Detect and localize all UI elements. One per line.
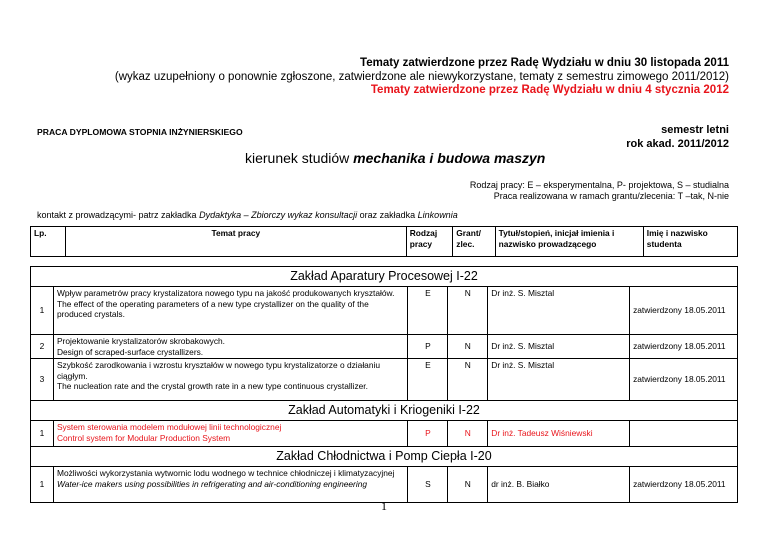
row-topic [53, 287, 407, 335]
section-name: Zakład Chłodnictwa i Pomp Ciepła I-20 [31, 447, 738, 467]
row-lp: 1 [31, 467, 54, 503]
row-student: zatwierdzony 18.05.2011 [630, 335, 738, 359]
section-header [31, 267, 738, 287]
row-lp: 3 [31, 359, 54, 401]
row-supervisor: dr inż. B. Białko [488, 467, 630, 503]
topic-pl: Szybkość zarodkowania i wzrostu kryształów w nowego typu krystalizatorze o działaniu ciągłym. [56, 360, 381, 381]
row-lp: 1 [31, 287, 54, 335]
field-prefix: kierunek studiów [245, 150, 354, 166]
row-supervisor: Dr inż. S. Misztal [488, 335, 630, 359]
row-student: zatwierdzony 18.05.2011 [630, 467, 738, 503]
section-header [31, 447, 738, 467]
row-type: P [408, 421, 448, 447]
topic-en: The nucleation rate and the crystal growth rate in a new type continuous crystallizer. [56, 381, 368, 391]
semester-label: semestr letni [661, 124, 729, 136]
topic-en: Design of scraped-surface crystallizers. [56, 346, 204, 357]
table-row [31, 335, 738, 359]
contact-link-linkownia[interactable]: Linkownia [417, 210, 458, 220]
col-supervisor: Tytuł/stopień, inicjał imienia i nazwisko prowadzącego [495, 227, 643, 257]
row-grant: N [448, 335, 488, 359]
field-of-study [245, 150, 545, 166]
field-name: mechanika i budowa maszyn [353, 150, 546, 166]
legend-grant: Praca realizowana w ramach grantu/zlecenia: T –tak, N-nie [493, 191, 729, 201]
topic-pl: Wpływ parametrów pracy krystalizatora nowego typu na jakość produkowanych kryształów. [56, 288, 395, 298]
table-row [31, 359, 738, 401]
row-topic [53, 467, 407, 503]
row-supervisor: Dr inż. S. Misztal [488, 359, 630, 401]
section-name: Zakład Automatyki i Kriogeniki I-22 [31, 401, 738, 421]
row-type: E [408, 287, 448, 335]
col-type: Rodzaj pracy [406, 227, 453, 257]
col-grant: Grant/ zlec. [453, 227, 495, 257]
topic-en: Water-ice makers using possibilities in refrigerating and air-conditioning engineering [56, 478, 368, 489]
topics-table [30, 266, 738, 503]
topic-pl: Możliwości wykorzystania wytwornic lodu wodnego w technice chłodniczej i klimatyzacyjnej [56, 468, 395, 478]
row-topic [53, 421, 407, 447]
section-header [31, 401, 738, 421]
topic-pl: Projektowanie krystalizatorów skrobakowych. [56, 336, 226, 346]
row-topic [53, 359, 407, 401]
row-supervisor: Dr inż. Tadeusz Wiśniewski [488, 421, 630, 447]
row-type: P [408, 335, 448, 359]
col-topic: Temat pracy [65, 227, 406, 257]
row-grant: N [448, 359, 488, 401]
row-student [630, 421, 738, 447]
row-lp: 2 [31, 335, 54, 359]
table-row [31, 287, 738, 335]
row-grant: N [448, 467, 488, 503]
table-row [31, 421, 738, 447]
page-number: 1 [381, 499, 387, 513]
contact-text-a: kontakt z prowadzącymi- patrz zakładka [37, 210, 200, 220]
topic-en: Control system for Modular Production System [56, 432, 231, 443]
row-student: zatwierdzony 18.05.2011 [630, 287, 738, 335]
col-lp: Lp. [31, 227, 66, 257]
contact-note [37, 210, 458, 220]
header-line-1: Tematy zatwierdzone przez Radę Wydziału w dniu 30 listopada 2011 [360, 57, 729, 69]
row-lp: 1 [31, 421, 54, 447]
degree-label: PRACA DYPLOMOWA STOPNIA INŻYNIERSKIEGO [37, 127, 243, 137]
row-type: S [408, 467, 448, 503]
col-student: Imię i nazwisko studenta [643, 227, 737, 257]
column-header-table [30, 226, 738, 257]
row-supervisor: Dr inż. S. Misztal [488, 287, 630, 335]
topic-en: The effect of the operating parameters of a new type crystallizer on the quality of the produced crystals. [56, 298, 369, 319]
legend-type: Rodzaj pracy: E – eksperymentalna, P- projektowa, S – studialna [469, 180, 729, 190]
section-name: Zakład Aparatury Procesowej I-22 [31, 267, 738, 287]
row-grant: N [448, 421, 488, 447]
topic-pl: System sterowania modelem modułowej linii technologicznej [56, 422, 282, 432]
row-student: zatwierdzony 18.05.2011 [630, 359, 738, 401]
academic-year: rok akad. 2011/2012 [626, 138, 729, 150]
contact-text-c: oraz zakładka [357, 210, 418, 220]
row-topic [53, 335, 407, 359]
header-line-3: Tematy zatwierdzone przez Radę Wydziału w dniu 4 stycznia 2012 [370, 84, 729, 96]
table-row [31, 467, 738, 503]
header-line-2: (wykaz uzupełniony o ponownie zgłoszone, zatwierdzone ale niewykorzystane, tematy z semestru zimowego 2011/2012) [114, 71, 729, 83]
row-type: E [408, 359, 448, 401]
contact-link-consultations[interactable]: Dydaktyka – Zbiorczy wykaz konsultacji [199, 210, 358, 220]
row-grant: N [448, 287, 488, 335]
